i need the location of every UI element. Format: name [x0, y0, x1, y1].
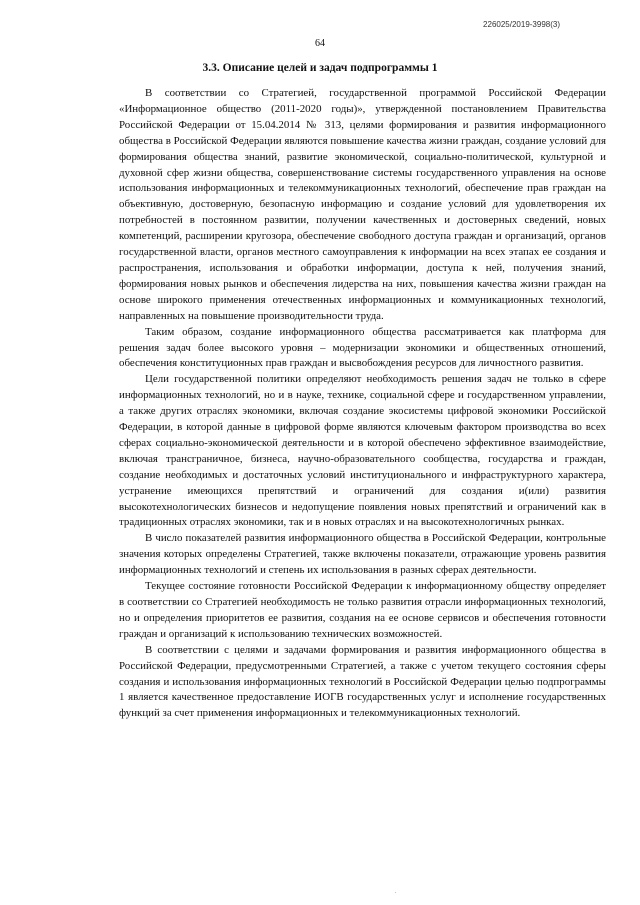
- document-registration-number: 226025/2019-3998(3): [483, 20, 560, 29]
- section-title: 3.3. Описание целей и задач подпрограммы 1: [202, 62, 438, 74]
- footer-mark: .: [395, 889, 397, 895]
- paragraph: Цели государственной политики определяют необходимость решения задач не только в сфере информационных технологий, но и в науке, технике, социальной сфере и государственном управлении, а также других отраслях экономики, включая создание экосистемы цифровой экономики Российской Федерации, в которой данные в цифровой форме являются ключевым фактором производства во всех сферах социально-экономической деятельности и в которой обеспечено эффективное взаимодействие, включая трансграничное, бизнеса, научно-образовательного сообщества, государства и граждан, создание необходимых и достаточных условий институционального и инфраструктурного характера, устранение имеющихся препятствий и ограничений для создания и(или) развития высокотехнологических бизнесов и недопущение появления новых препятствий и ограничений как в традиционных отраслях экономики, так и в новых отраслях и на высокотехнологичных рынках.: [119, 373, 606, 529]
- paragraph: Таким образом, создание информационного общества рассматривается как платформа для решения задач более высокого уровня – модернизации экономики и общественных отношений, обеспечения конституционных прав граждан и высвобождения ресурсов для личностного развития.: [119, 325, 606, 370]
- paragraph: В соответствии с целями и задачами формирования и развития информационного общества в Российской Федерации, предусмотренными Стратегией, а также с учетом текущего состояния сферы создания и использования информационных технологий в Российской Федерации целью подпрограммы 1 является качественное предоставление ИОГВ государственных услуг и исполнение государственных функций за счет применения информационных и телекоммуникационных технологий.: [119, 643, 606, 720]
- paragraph: В соответствии со Стратегией, государственной программой Российской Федерации «Информационное общество (2011-2020 годы)», утвержденной постановлением Правительства Российской Федерации от 15.04.2014 № 313, целями формирования и развития информационного общества в Российской Федерации являются повышение качества жизни граждан, создание условий для формирования общества знаний, развитие экономической, социально-политической, культурной и духовной сфер жизни общества, совершенствование системы государственного управления на основе использования информационных и телекоммуникационных технологий, обеспечение прав граждан на объективную, достоверную, безопасную информацию и создание условий для удовлетворения их потребностей в постоянном развитии, получении качественных и достоверных сведений, новых компетенций, расширении кругозора, обеспечение свободного доступа граждан и организаций, органов государственной власти, органов местного самоуправления к информации на всех этапах ее создания и распространения, использования и обработки информации, доступа к ней, получения знаний, формирования новых рынков и обеспечения лидерства на них, повышения качества жизни граждан на основе широкого применения отечественных информационных и коммуникационных технологий, направленных на повышение производительности труда.: [119, 87, 606, 322]
- paragraph: В число показателей развития информационного общества в Российской Федерации, контрольные значения которых определены Стратегией, также включены показатели, отражающие уровень развития информационных технологий и степень их использования в разных сферах деятельности.: [119, 532, 606, 577]
- page-number: 64: [315, 38, 325, 49]
- paragraph: Текущее состояние готовности Российской Федерации к информационному обществу определяет в соответствии со Стратегией необходимость не только развития отрасли информационных технологий, но и определения приоритетов ее развития, создания на ее основе сервисов и обеспечения готовности граждан и организаций к использованию технических возможностей.: [119, 580, 606, 640]
- body-text: [119, 86, 606, 722]
